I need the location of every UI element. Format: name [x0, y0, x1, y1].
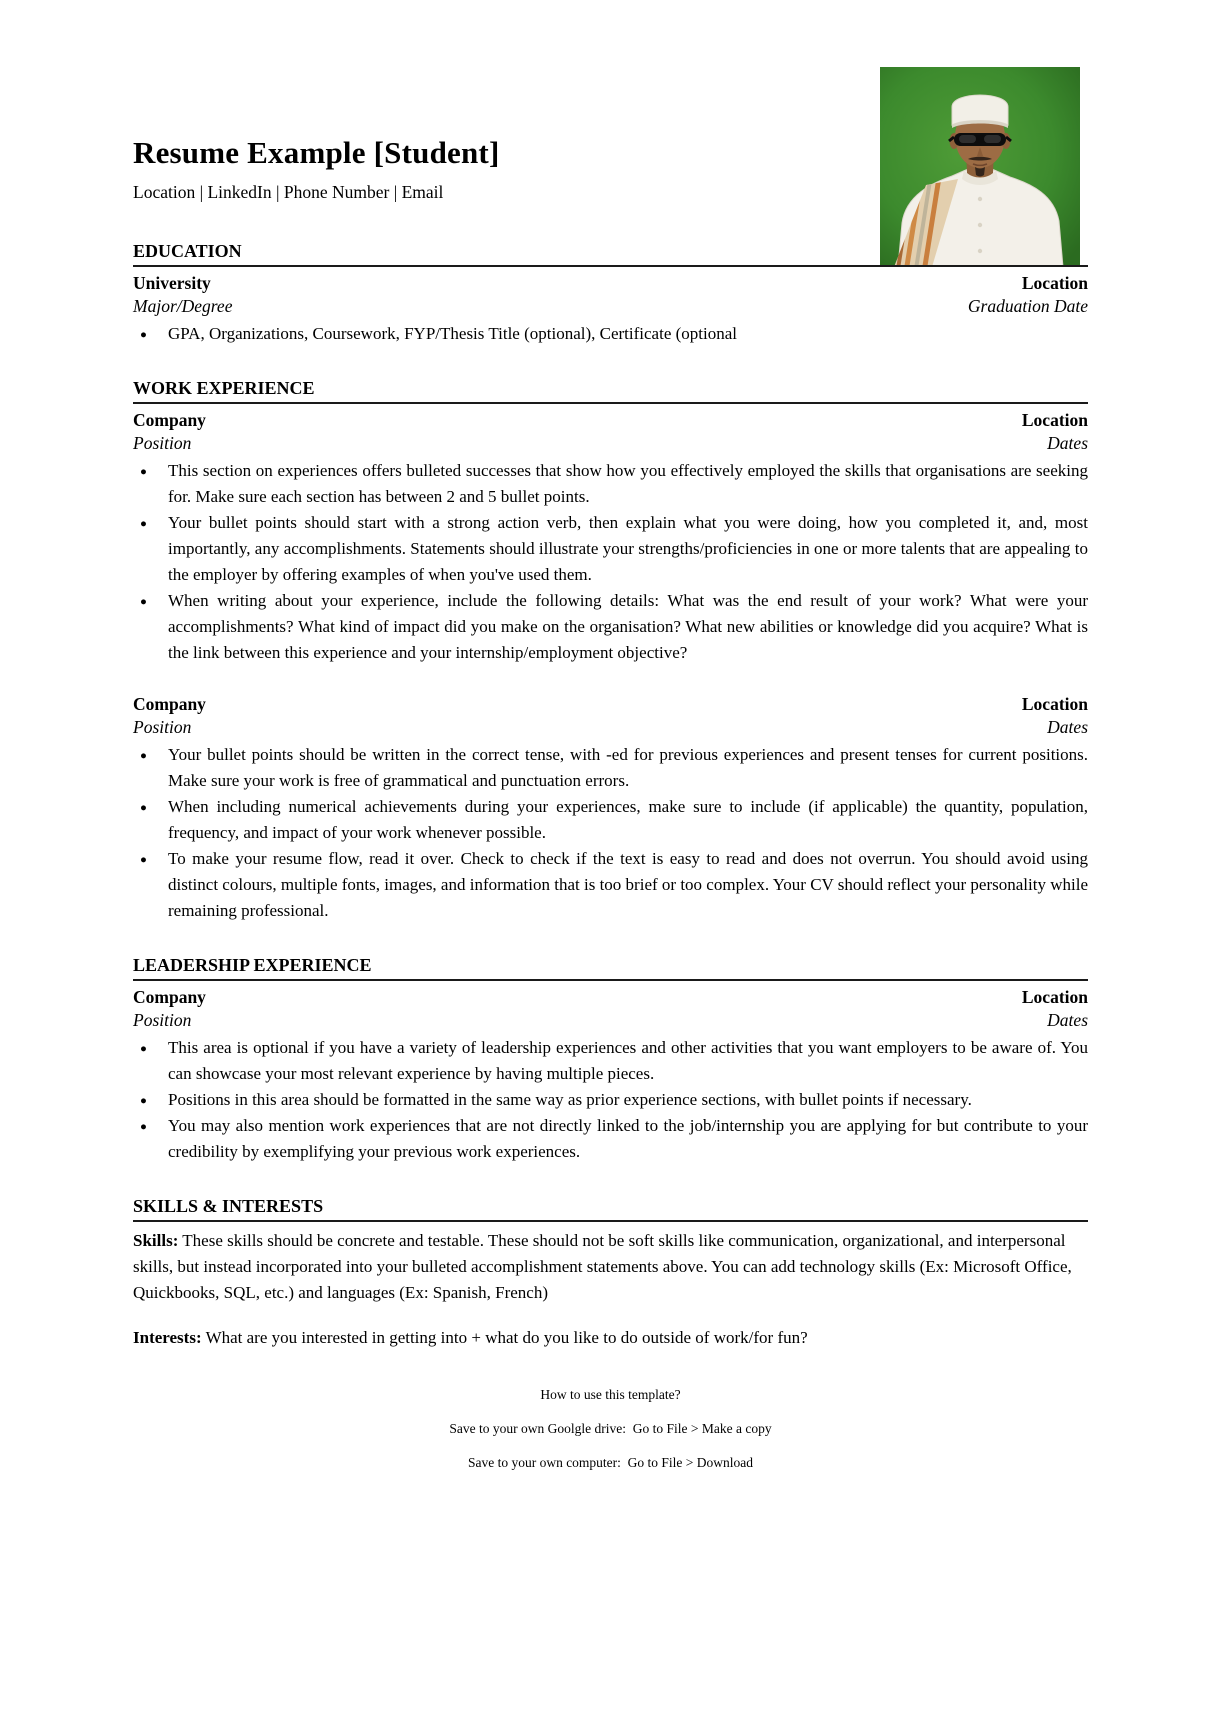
education-dates: Graduation Date	[967, 296, 1088, 316]
section-work-experience	[133, 377, 1088, 924]
skills-paragraph	[133, 1228, 1088, 1306]
document-content	[133, 0, 1088, 1489]
work-dates: Dates	[1047, 433, 1088, 453]
leadership-dates: Dates	[1047, 1010, 1088, 1030]
work-bullet: ● Your bullet points should be written in the correct tense, with -ed for previous experiences and present tenses for current positions. Make sure your work is free of grammatical and punctuation errors.	[133, 742, 1088, 794]
education-role: Major/Degree	[133, 296, 233, 316]
leadership-location: Location	[1021, 987, 1088, 1007]
education-location: Location	[1021, 273, 1088, 293]
footer-line: How to use this template?	[540, 1387, 681, 1402]
leadership-heading: LEADERSHIP EXPERIENCE	[133, 954, 1088, 981]
leadership-entry	[133, 986, 1088, 1165]
work-org: Company	[133, 410, 206, 430]
leadership-org: Company	[133, 987, 206, 1007]
page-title: Resume Example [Student]	[133, 135, 500, 170]
work-role: Position	[133, 717, 192, 737]
work-entry-1	[133, 409, 1088, 666]
interests-paragraph	[133, 1325, 1088, 1351]
interests-label: Interests:	[133, 1328, 202, 1347]
work-role: Position	[133, 433, 192, 453]
education-heading: EDUCATION	[133, 240, 1088, 267]
leadership-bullet: ● Positions in this area should be formatted in the same way as prior experience sections, with bullet points if necessary.	[133, 1087, 1088, 1113]
work-bullet: ● When writing about your experience, include the following details: What was the end result of your work? What were your accomplishments? What kind of impact did you make on the organisation? What new abilities or knowledge did you acquire? What is the link between this experience and your internship/employment objective?	[133, 588, 1088, 666]
footer-line: Save to your own Goolgle drive: Go to File > Make a copy	[449, 1421, 772, 1436]
work-entry-2	[133, 693, 1088, 924]
section-skills-interests	[133, 1195, 1088, 1351]
work-dates: Dates	[1047, 717, 1088, 737]
work-org: Company	[133, 694, 206, 714]
leadership-bullet: ● This area is optional if you have a variety of leadership experiences and other activities that you want employers to be aware of. You can showcase your most relevant experience by having multiple pieces.	[133, 1035, 1088, 1087]
section-education	[133, 240, 1088, 347]
work-bullet: ● When including numerical achievements during your experiences, make sure to include (if applicable) the quantity, population, frequency, and impact of your work whenever possible.	[133, 794, 1088, 846]
footer-line: Save to your own computer: Go to File > Download	[467, 1455, 754, 1470]
section-leadership-experience	[133, 954, 1088, 1165]
interests-text: What are you interested in getting into + what do you like to do outside of work/for fun?	[201, 1328, 808, 1347]
work-location: Location	[1021, 694, 1088, 714]
skills-interests-heading: SKILLS & INTERESTS	[133, 1195, 1088, 1222]
work-heading: WORK EXPERIENCE	[133, 377, 1088, 404]
leadership-role: Position	[133, 1010, 192, 1030]
work-bullet: ● Your bullet points should start with a strong action verb, then explain what you were doing, how you completed it, and, most importantly, any accomplishments. Statements should illustrate your strengths/proficiencies in one or more talents that are appealing to the employer by offering examples of when you've used them.	[133, 510, 1088, 588]
leadership-bullet: ● You may also mention work experiences that are not directly linked to the job/internship you are applying for but contribute to your credibility by exemplifying your previous work experiences.	[133, 1113, 1088, 1165]
education-bullet: ● GPA, Organizations, Coursework, FYP/Thesis Title (optional), Certificate (optional	[133, 321, 1088, 347]
work-location: Location	[1021, 410, 1088, 430]
template-help-footer	[133, 1387, 1088, 1471]
skills-text: These skills should be concrete and testable. These should not be soft skills like communication, organizational, and interpersonal skills, but instead incorporated into your bulleted accomplishment statements above. You can add technology skills (Ex: Microsoft Office, Quickbooks, SQL, etc.) and languages (Ex: Spanish, French)	[133, 1231, 1072, 1302]
education-entry	[133, 272, 1088, 347]
skills-label: Skills:	[133, 1231, 179, 1250]
work-bullet: ● To make your resume flow, read it over. Check to check if the text is easy to read and does not overrun. You should avoid using distinct colours, multiple fonts, images, and information that is too brief or too complex. Your CV should reflect your personality while remaining professional.	[133, 846, 1088, 924]
work-bullet: ● This section on experiences offers bulleted successes that show how you effectively employed the skills that organisations are seeking for. Make sure each section has between 2 and 5 bullet points.	[133, 458, 1088, 510]
education-org: University	[133, 273, 211, 293]
contact-line: Location | LinkedIn | Phone Number | Email	[133, 182, 444, 202]
